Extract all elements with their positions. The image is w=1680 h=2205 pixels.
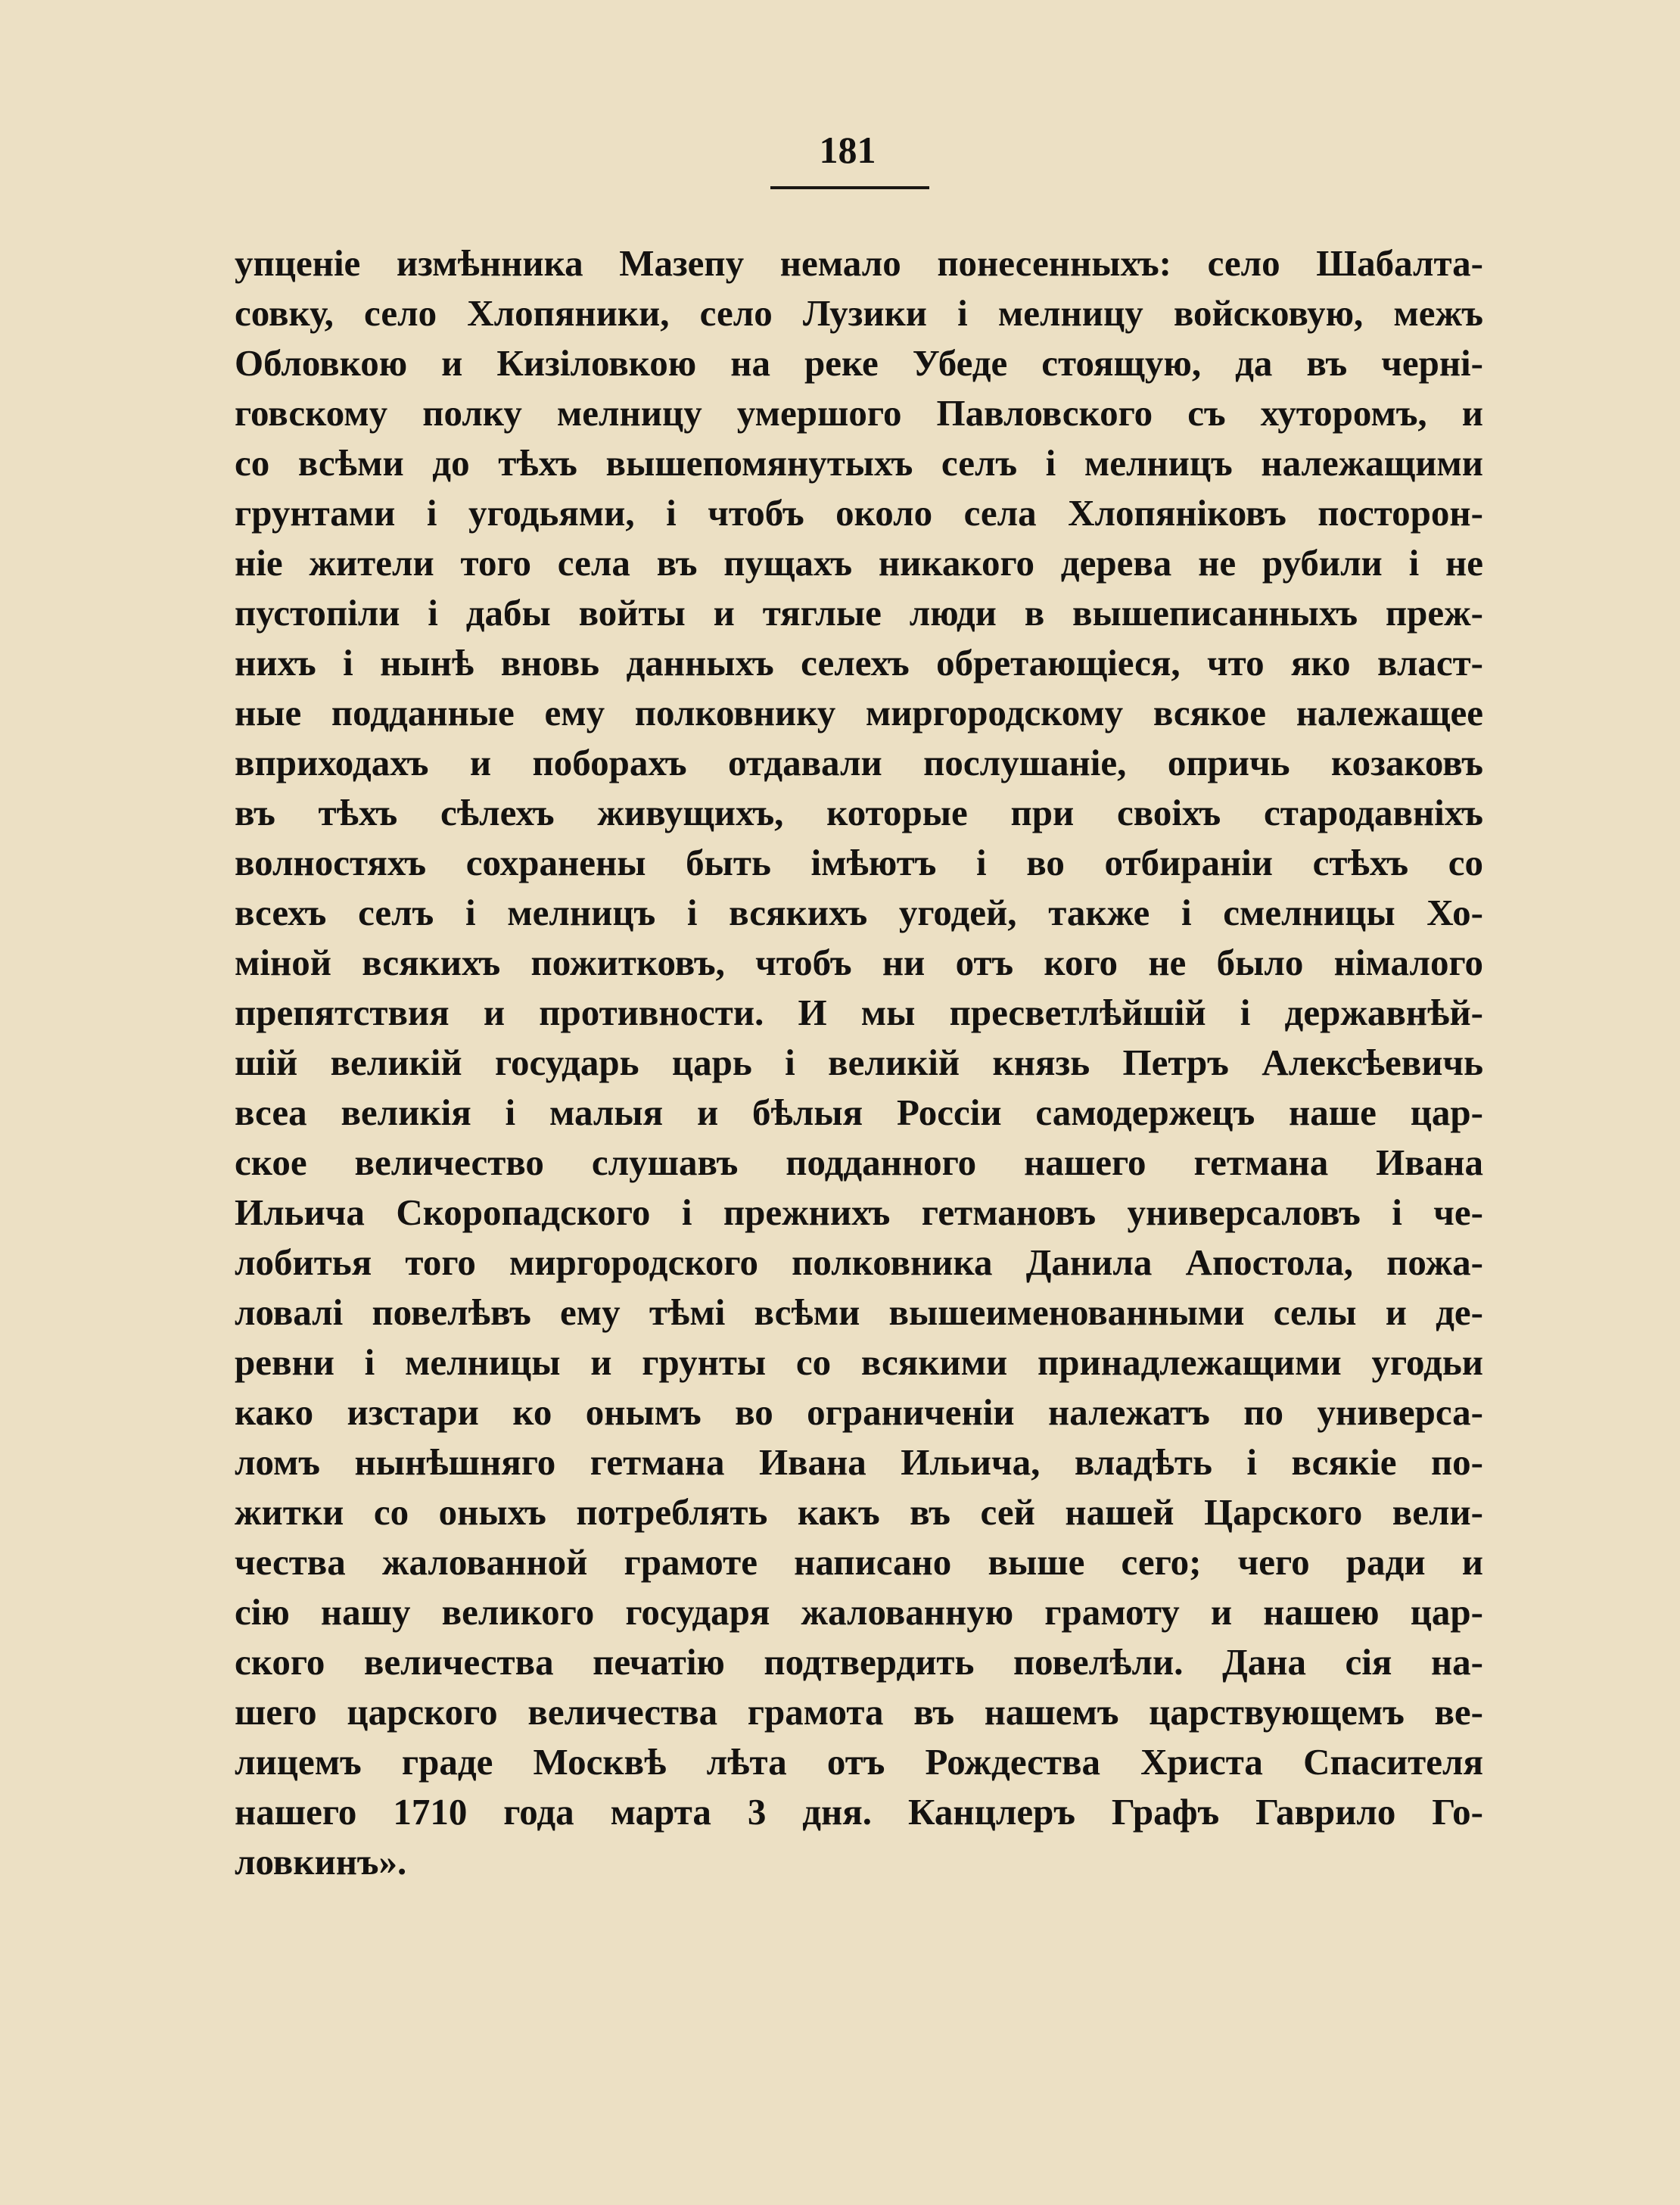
text-line: пустопіли і дабы войты и тяглые люди в вышеписанныхъ преж- bbox=[235, 592, 1483, 634]
body-text bbox=[235, 238, 1483, 1887]
text-line: ловалі повелѣвъ ему тѣмі всѣми вышеименованными селы и де- bbox=[235, 1291, 1483, 1333]
text-line-final: ловкинъ». bbox=[235, 1841, 407, 1883]
text-line: шего царского величества грамота въ нашемъ царствующемъ ве- bbox=[235, 1691, 1483, 1733]
text-line: ревни і мелницы и грунты со всякими принадлежащими угодьи bbox=[235, 1341, 1483, 1383]
text-line: лобитья того миргородского полковника Данила Апостола, пожа- bbox=[235, 1241, 1483, 1283]
text-line: шій великій государь царь і великій князь Петръ Алексѣевичь bbox=[235, 1042, 1483, 1083]
text-line: нашего 1710 года марта 3 дня. Канцлеръ Графъ Гаврило Го- bbox=[235, 1791, 1483, 1833]
text-line: вприходахъ и поборахъ отдавали послушаніе, опричь козаковъ bbox=[235, 742, 1483, 783]
text-line: волностяхъ сохранены быть імѣютъ і во отбираніи стѣхъ со bbox=[235, 842, 1483, 883]
text-line: говскому полку мелницу умершого Павловского съ хуторомъ, и bbox=[235, 392, 1483, 434]
text-line: како изстари ко онымъ во ограниченіи належатъ по универса- bbox=[235, 1391, 1483, 1433]
text-line: нихъ і нынѣ вновь данныхъ селехъ обретающіеся, что яко власт- bbox=[235, 642, 1483, 684]
text-line: ные подданные ему полковнику миргородскому всякое належащее bbox=[235, 692, 1483, 733]
text-line: всеа великія і малыя и бѣлыя Россіи самодержецъ наше цар- bbox=[235, 1092, 1483, 1133]
text-line: всехъ селъ і мелницъ і всякихъ угодей, также і смелницы Хо- bbox=[235, 892, 1483, 933]
text-line: Ильича Скоропадского і прежнихъ гетмановъ универсаловъ і че- bbox=[235, 1191, 1483, 1233]
text-line: міной всякихъ пожитковъ, чтобъ ни отъ кого не было німалого bbox=[235, 942, 1483, 983]
text-line: грунтами і угодьями, і чтобъ около села Хлопяніковъ посторон- bbox=[235, 492, 1483, 534]
text-line: Обловкою и Кизіловкою на реке Убеде стоящую, да въ черні- bbox=[235, 342, 1483, 384]
text-line: житки со оныхъ потреблять какъ въ сей нашей Царского вели- bbox=[235, 1491, 1483, 1533]
text-line: совку, село Хлопяники, село Лузики і мелницу войсковую, межъ bbox=[235, 292, 1483, 334]
text-line: лицемъ граде Москвѣ лѣта отъ Рождества Христа Спасителя bbox=[235, 1741, 1483, 1783]
text-line: со всѣми до тѣхъ вышепомянутыхъ селъ і мелницъ належащими bbox=[235, 442, 1483, 484]
page-number: 181 bbox=[819, 129, 876, 171]
text-line: ского величества печатію подтвердить повелѣли. Дана сія на- bbox=[235, 1641, 1483, 1683]
text-line: чества жалованной грамоте написано выше сего; чего ради и bbox=[235, 1541, 1483, 1583]
text-line: ское величество слушавъ подданного нашего гетмана Ивана bbox=[235, 1141, 1483, 1183]
text-line: препятствия и противности. И мы пресветлѣйшій і державнѣй- bbox=[235, 992, 1483, 1033]
text-line: сію нашу великого государя жалованную грамоту и нашею цар- bbox=[235, 1591, 1483, 1633]
page-number-underline bbox=[770, 186, 929, 189]
text-line: въ тѣхъ сѣлехъ живущихъ, которые при своіхъ стародавніхъ bbox=[235, 792, 1483, 833]
text-line: ломъ нынѣшняго гетмана Ивана Ильича, владѣть і всякіе по- bbox=[235, 1441, 1483, 1483]
text-line: ніе жители того села въ пущахъ никакого дерева не рубили і не bbox=[235, 542, 1483, 584]
text-line: упценіе измѣнника Мазепу немало понесенныхъ: село Шабалта- bbox=[235, 242, 1483, 284]
